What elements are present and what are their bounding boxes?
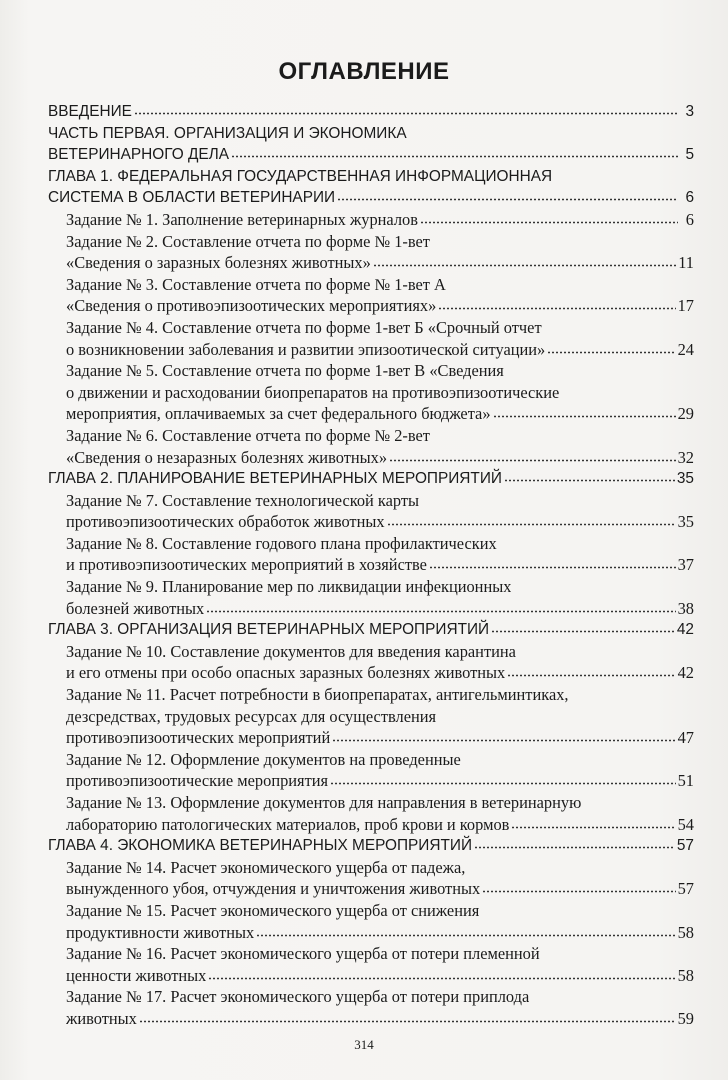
toc-entry-text: о возникновении заболевания и развитии эпизоотической ситуации»: [66, 339, 546, 359]
dot-leader: [420, 211, 678, 225]
toc-task-line: [48, 447, 694, 469]
toc-entry-text: Задание № 5. Составление отчета по форме 1-вет В «Сведения: [66, 361, 504, 381]
toc-page-number: 57: [677, 879, 694, 899]
toc-entry-text: Задание № 16. Расчет экономического ущерба от потери племенной: [66, 944, 540, 964]
toc-entry-text: Задание № 3. Составление отчета по форме № 1-вет А: [66, 274, 446, 294]
toc-page-number: 47: [677, 728, 694, 748]
dot-leader: [337, 188, 678, 202]
toc-entry-text: лабораторию патологических материалов, проб крови и кормов: [66, 814, 510, 834]
toc-entry-text: ГЛАВА 2. ПЛАНИРОВАНИЕ ВЕТЕРИНАРНЫХ МЕРОПРИЯТИЙ: [48, 470, 502, 488]
toc-entry-text: дезсредствах, трудовых ресурсах для осуществления: [66, 706, 437, 726]
toc-task-line: [48, 684, 694, 706]
toc-task-line: [48, 360, 694, 382]
toc-task-line: [48, 706, 694, 728]
toc-page-number: 5: [685, 146, 694, 164]
toc-entry-text: Задание № 15. Расчет экономического ущерба от снижения: [66, 900, 480, 920]
toc-entry-text: ценности животных: [66, 965, 207, 985]
toc-entry-text: вынужденного убоя, отчуждения и уничтожения животных: [66, 879, 481, 899]
toc-entry-text: Задание № 6. Составление отчета по форме № 2-вет: [66, 425, 430, 445]
toc-page-number: 29: [677, 404, 694, 424]
toc-entry-text: Задание № 1. Заполнение ветеринарных журналов: [66, 209, 418, 229]
toc-section-line: [48, 101, 694, 123]
dot-leader: [511, 816, 675, 830]
toc-page-number: 54: [677, 814, 694, 834]
dot-leader: [373, 254, 676, 268]
toc-task-line: [48, 986, 694, 1008]
toc-task-line: [48, 511, 694, 533]
dot-leader: [429, 556, 676, 570]
toc-page-number: 3: [685, 103, 694, 120]
toc-entry-text: о движении и расходовании биопрепаратов на противоэпизоотические: [66, 382, 560, 402]
toc-page-number: 42: [676, 621, 694, 639]
toc-task-line: [48, 339, 694, 361]
toc-page-number: 6: [685, 189, 694, 207]
toc-task-line: [48, 317, 694, 339]
toc-entry-text: Задание № 12. Оформление документов на проведенные: [66, 749, 461, 769]
toc-entry-text: Задание № 14. Расчет экономического ущерба от падежа,: [66, 857, 466, 877]
toc-entry-text: болезней животных: [66, 598, 205, 618]
dot-leader: [332, 729, 675, 743]
toc-entry-text: ВВЕДЕНИЕ: [48, 103, 132, 120]
dot-leader: [493, 405, 676, 419]
dot-leader: [482, 880, 675, 894]
toc-task-line: [48, 295, 694, 317]
dot-leader: [389, 449, 676, 463]
page-title: ОГЛАВЛЕНИЕ: [278, 58, 450, 85]
dot-leader: [134, 102, 678, 116]
toc-page-number: 58: [677, 922, 694, 942]
toc-task-line: [48, 554, 694, 576]
toc-entry-text: Задание № 9. Планирование мер по ликвидации инфекционных: [66, 577, 512, 597]
toc-entry-text: «Сведения о незаразных болезнях животных»: [66, 447, 388, 467]
toc-task-line: [48, 231, 694, 253]
toc-task-line: [48, 922, 694, 944]
toc-page-number: 35: [677, 512, 694, 532]
toc-page-number: 57: [676, 837, 694, 855]
toc-entry-text: животных: [66, 1008, 137, 1028]
toc-entry-text: противоэпизоотические мероприятия: [66, 771, 329, 791]
toc-task-line: [48, 943, 694, 965]
toc-page-number: 17: [677, 296, 694, 316]
toc-entry-text: ВЕТЕРИНАРНОГО ДЕЛА: [48, 146, 230, 164]
page-number: 314: [354, 1037, 374, 1052]
toc-task-line: [48, 252, 694, 274]
toc-entry-text: ГЛАВА 1. ФЕДЕРАЛЬНАЯ ГОСУДАРСТВЕННАЯ ИНФОРМАЦИОННАЯ: [48, 167, 553, 185]
dot-leader: [208, 967, 675, 981]
toc-task-line: [48, 900, 694, 922]
toc-task-line: [48, 641, 694, 663]
toc-page-number: 58: [677, 965, 694, 985]
toc-page-number: 6: [685, 209, 694, 229]
toc-task-line: [48, 857, 694, 879]
toc-section-line: [48, 123, 694, 145]
toc-task-line: [48, 533, 694, 555]
toc-entry-text: СИСТЕМА В ОБЛАСТИ ВЕТЕРИНАРИИ: [48, 189, 336, 207]
toc-task-line: [48, 598, 694, 620]
toc-entry-text: Задание № 11. Расчет потребности в биопрепаратах, антигельминтиках,: [66, 685, 569, 705]
dot-leader: [504, 469, 675, 483]
toc-page-number: 38: [677, 598, 694, 618]
toc-section-line: [48, 468, 694, 490]
toc-section-line: [48, 187, 694, 209]
toc-task-line: [48, 749, 694, 771]
toc-entry-text: ГЛАВА 4. ЭКОНОМИКА ВЕТЕРИНАРНЫХ МЕРОПРИЯТИЙ: [48, 837, 473, 855]
dot-leader: [387, 513, 676, 527]
toc-entry-text: противоэпизоотических обработок животных: [66, 512, 385, 532]
toc-entry-text: Задание № 13. Оформление документов для направления в ветеринарную: [66, 793, 582, 812]
toc-entry-text: мероприятия, оплачиваемых за счет федерального бюджета»: [66, 404, 491, 424]
toc-section-line: [48, 144, 694, 166]
toc-task-line: [48, 965, 694, 987]
toc-page-number: 11: [678, 253, 694, 273]
dot-leader: [330, 772, 676, 786]
toc-section-line: [48, 166, 694, 188]
toc-page-number: 24: [677, 339, 694, 359]
toc-entry-text: Задание № 7. Составление технологической карты: [66, 490, 420, 510]
toc-entry-text: «Сведения о противоэпизоотических мероприятиях»: [66, 296, 437, 316]
dot-leader: [206, 600, 675, 614]
toc-entry-text: продуктивности животных: [66, 922, 255, 942]
toc-task-line: [48, 878, 694, 900]
toc-page-number: 42: [677, 663, 694, 683]
toc-section-line: [48, 835, 694, 857]
toc-task-line: [48, 403, 694, 425]
toc-entry-text: и его отмены при особо опасных заразных болезнях животных: [66, 663, 506, 683]
dot-leader: [139, 1010, 676, 1024]
toc-section-line: [48, 619, 694, 641]
dot-leader: [491, 620, 675, 634]
toc-entry-text: и противоэпизоотических мероприятий в хозяйстве: [66, 555, 427, 575]
toc-task-line: [48, 727, 694, 749]
toc-entry-text: Задание № 8. Составление годового плана профилактических: [66, 533, 497, 553]
toc-entry-text: «Сведения о заразных болезнях животных»: [66, 253, 371, 273]
toc-entry-text: Задание № 2. Составление отчета по форме № 1-вет: [66, 231, 430, 251]
toc-task-line: [48, 382, 694, 404]
toc-entry-text: Задание № 17. Расчет экономического ущерба от потери приплода: [66, 987, 530, 1007]
toc-page-number: 32: [677, 447, 694, 467]
dot-leader: [547, 341, 675, 355]
toc-entry-text: противоэпизоотических мероприятий: [66, 728, 331, 748]
dot-leader: [507, 664, 675, 678]
toc-page-number: 51: [677, 771, 694, 791]
toc-task-line: [48, 792, 694, 814]
toc-task-line: [48, 490, 694, 512]
table-of-contents: [48, 101, 694, 1030]
dot-leader: [438, 297, 675, 311]
toc-page-number: 59: [677, 1008, 694, 1028]
toc-task-line: [48, 576, 694, 598]
dot-leader: [231, 145, 678, 159]
toc-task-line: [48, 1008, 694, 1030]
toc-entry-text: ЧАСТЬ ПЕРВАЯ. ОРГАНИЗАЦИЯ И ЭКОНОМИКА: [48, 124, 407, 142]
toc-entry-text: Задание № 10. Составление документов для введения карантина: [66, 641, 516, 661]
dot-leader: [256, 924, 675, 938]
toc-entry-text: Задание № 4. Составление отчета по форме 1-вет Б «Срочный отчет: [66, 317, 542, 337]
toc-page-number: 37: [677, 555, 694, 575]
toc-entry-text: ГЛАВА 3. ОРГАНИЗАЦИЯ ВЕТЕРИНАРНЫХ МЕРОПРИЯТИЙ: [48, 621, 490, 639]
toc-page-number: 35: [676, 470, 694, 488]
toc-task-line: [48, 274, 694, 296]
toc-task-line: [48, 814, 694, 836]
toc-task-line: [48, 425, 694, 447]
toc-task-line: [48, 662, 694, 684]
toc-task-line: [48, 770, 694, 792]
toc-task-line: [48, 209, 694, 231]
dot-leader: [474, 836, 675, 850]
